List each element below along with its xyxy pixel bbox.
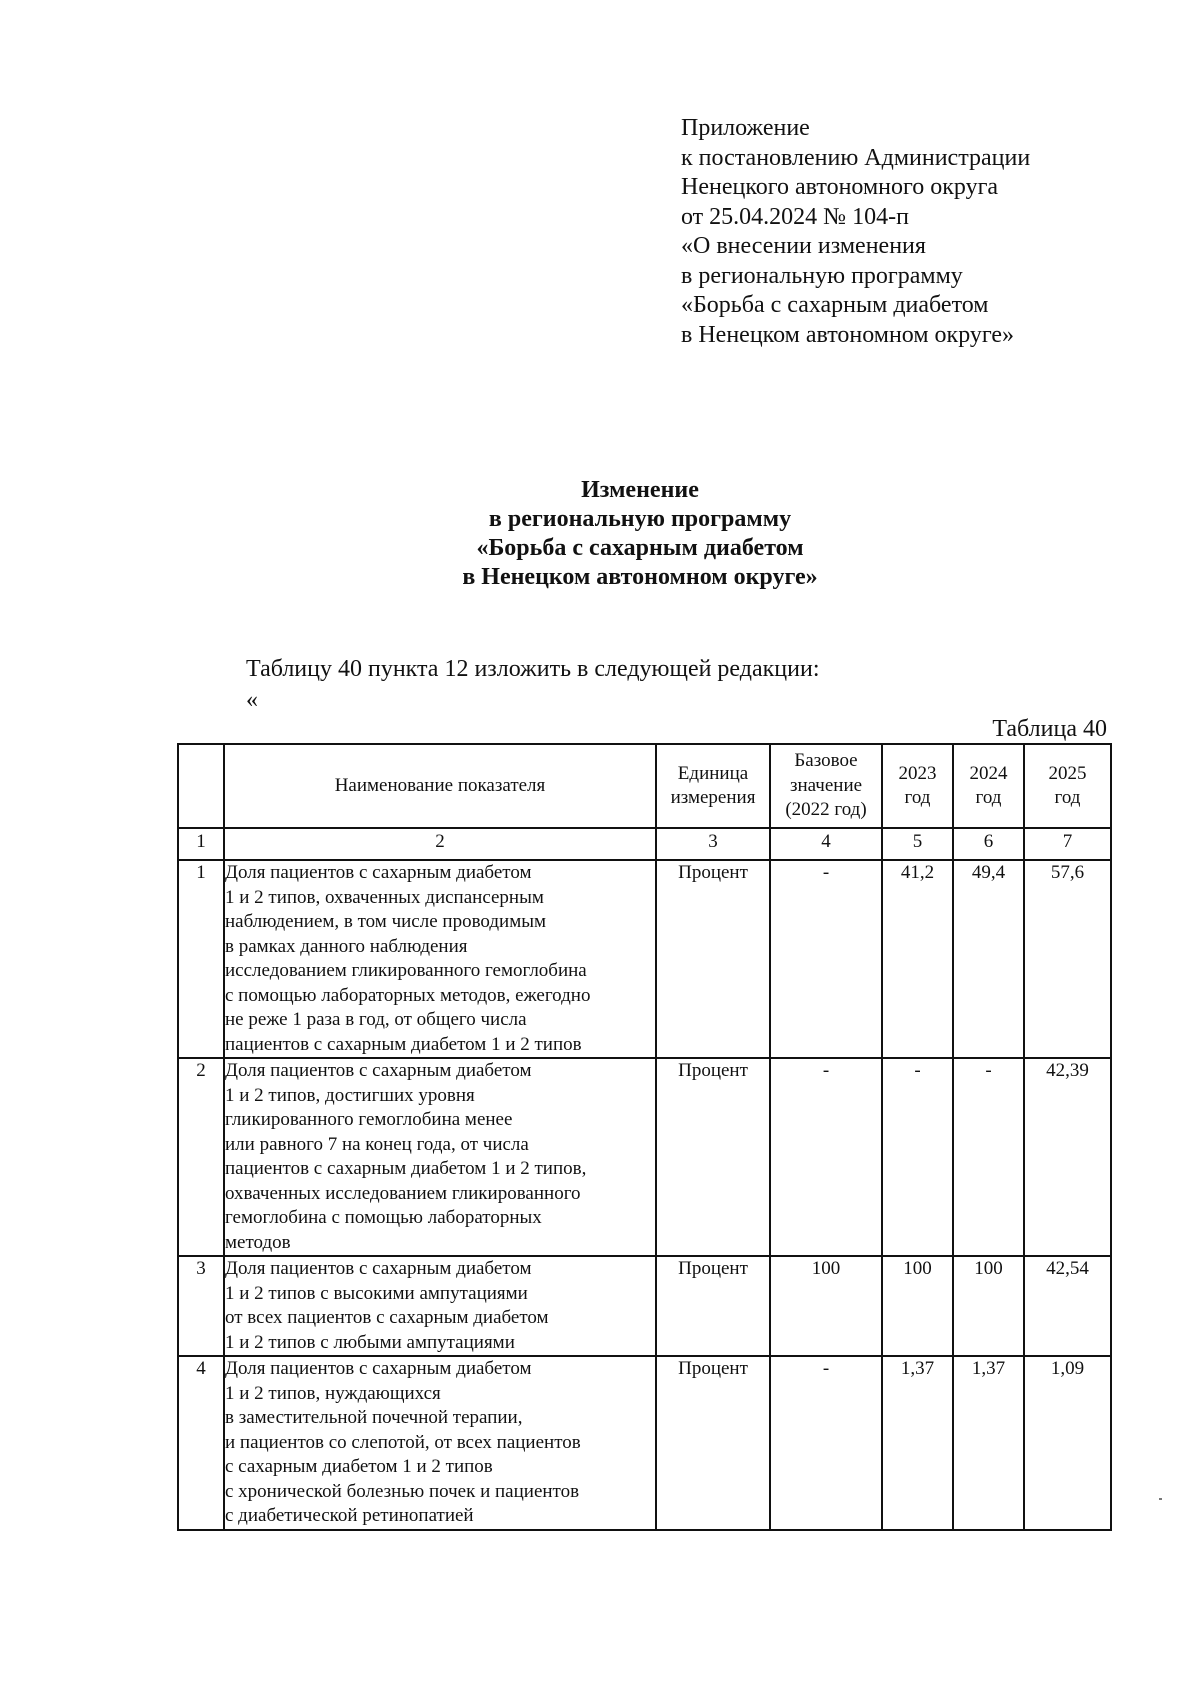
base-value-cell: - xyxy=(770,1058,882,1256)
column-number: 4 xyxy=(770,828,882,860)
title-line: Изменение xyxy=(581,477,699,503)
unit-cell: Процент xyxy=(656,1058,770,1256)
indicator-name-line: 1 и 2 типов, нуждающихся xyxy=(225,1382,441,1404)
unit-cell: Процент xyxy=(656,860,770,1058)
value-2025-cell: 42,54 xyxy=(1024,1256,1111,1356)
unit-cell: Процент xyxy=(656,1256,770,1356)
header-base-line: (2022 год) xyxy=(785,799,867,821)
column-number: 3 xyxy=(656,828,770,860)
appendix-line: в Ненецком автономном округе» xyxy=(681,321,1015,348)
table-header-row xyxy=(178,744,1111,828)
base-value-cell: - xyxy=(770,860,882,1058)
indicator-name-line: гемоглобина с помощью лабораторных xyxy=(225,1207,542,1228)
indicator-name-line: охваченных исследованием гликированного xyxy=(225,1182,581,1204)
table-caption: Таблица 40 xyxy=(992,716,1107,742)
value-2024-cell: - xyxy=(953,1058,1024,1256)
indicator-name xyxy=(224,1356,656,1530)
row-number: 1 xyxy=(178,860,224,1058)
appendix-line: «Борьба с сахарным диабетом xyxy=(681,292,989,318)
header-unit xyxy=(656,744,770,828)
header-year: 2025 xyxy=(1048,762,1087,784)
value-2023-cell: 41,2 xyxy=(882,860,953,1058)
header-year: 2024 xyxy=(969,762,1008,784)
indicator-name-line: Доля пациентов с сахарным диабетом xyxy=(225,862,532,883)
value-2025-cell: 1,09 xyxy=(1024,1356,1111,1530)
opening-quote: « xyxy=(246,687,258,713)
indicator-name-line: Доля пациентов с сахарным диабетом xyxy=(225,1060,532,1081)
value-2025-cell: 42,39 xyxy=(1024,1058,1111,1256)
value-2023-cell: 1,37 xyxy=(882,1356,953,1530)
value-2023-cell: 100 xyxy=(882,1256,953,1356)
header-2024 xyxy=(953,744,1024,828)
indicator-name xyxy=(224,860,656,1058)
indicator-name-line: методов xyxy=(225,1231,291,1253)
table-row xyxy=(178,1356,1111,1530)
table-row xyxy=(178,1256,1111,1356)
column-number-row xyxy=(178,828,1111,860)
indicator-name-line: от всех пациентов с сахарным диабетом xyxy=(225,1307,549,1328)
header-base xyxy=(770,744,882,828)
column-number: 1 xyxy=(178,828,224,860)
value-2024-cell: 1,37 xyxy=(953,1356,1024,1530)
header-year-label: год xyxy=(1054,787,1081,808)
indicator-name-line: или равного 7 на конец года, от числа xyxy=(225,1133,529,1155)
header-year-label: год xyxy=(975,787,1002,808)
intro-text: Таблицу 40 пункта 12 изложить в следующей редакции: xyxy=(246,656,820,682)
appendix-line: от 25.04.2024 № 104-п xyxy=(681,203,909,230)
indicator-name-line: гликированного гемоглобина менее xyxy=(225,1109,513,1130)
indicator-name-line: в заместительной почечной терапии, xyxy=(225,1407,523,1428)
indicator-name-line: пациентов с сахарным диабетом 1 и 2 типов xyxy=(225,1033,582,1055)
header-base-line: значение xyxy=(789,774,863,796)
indicator-name-line: Доля пациентов с сахарным диабетом xyxy=(225,1258,532,1279)
base-value-cell: 100 xyxy=(770,1256,882,1356)
value-2024-cell: 49,4 xyxy=(953,860,1024,1058)
header-year: 2023 xyxy=(898,762,937,784)
title-line: в региональную программу xyxy=(488,506,792,532)
indicator-name-line: в рамках данного наблюдения xyxy=(225,935,468,957)
document-title xyxy=(200,476,1080,592)
appendix-line: в региональную программу xyxy=(681,262,963,289)
header-year-label: год xyxy=(904,787,931,808)
base-value-cell: - xyxy=(770,1356,882,1530)
indicator-name-line: 1 и 2 типов с любыми ампутациями xyxy=(225,1331,515,1353)
value-2023-cell: - xyxy=(882,1058,953,1256)
title-line: в Ненецком автономном округе» xyxy=(462,564,818,590)
indicator-name-line: 1 и 2 типов, достигших уровня xyxy=(225,1084,475,1106)
indicator-name-line: не реже 1 раза в год, от общего числа xyxy=(225,1009,527,1030)
indicator-name-line: 1 и 2 типов с высокими ампутациями xyxy=(225,1282,528,1304)
indicator-name xyxy=(224,1256,656,1356)
column-number: 2 xyxy=(224,828,656,860)
indicators-table xyxy=(177,743,1112,1531)
table-row xyxy=(178,1058,1111,1256)
indicator-name-line: с помощью лабораторных методов, ежегодно xyxy=(225,984,591,1006)
appendix-line: «О внесении изменения xyxy=(681,233,926,259)
title-line: «Борьба с сахарным диабетом xyxy=(476,535,804,561)
appendix-line: Ненецкого автономного округа xyxy=(681,174,999,200)
indicator-name-line: исследованием гликированного гемоглобина xyxy=(225,960,587,981)
value-2025-cell: 57,6 xyxy=(1024,860,1111,1058)
unit-cell: Процент xyxy=(656,1356,770,1530)
column-number: 7 xyxy=(1024,828,1111,860)
appendix-line: Приложение xyxy=(681,115,810,141)
indicator-name xyxy=(224,1058,656,1256)
value-2024-cell: 100 xyxy=(953,1256,1024,1356)
row-number: 3 xyxy=(178,1256,224,1356)
header-name: Наименование показателя xyxy=(224,744,656,828)
header-unit-line: Единица xyxy=(677,762,749,784)
appendix-line: к постановлению Администрации xyxy=(681,144,1031,171)
header-2025 xyxy=(1024,744,1111,828)
appendix-header xyxy=(681,114,1161,350)
indicator-name-line: Доля пациентов с сахарным диабетом xyxy=(225,1358,532,1379)
header-2023 xyxy=(882,744,953,828)
column-number: 5 xyxy=(882,828,953,860)
row-number: 2 xyxy=(178,1058,224,1256)
header-unit-line: измерения xyxy=(670,787,756,808)
indicator-name-line: с хронической болезнью почек и пациентов xyxy=(225,1480,580,1502)
header-num xyxy=(178,744,224,828)
indicator-name-line: и пациентов со слепотой, от всех пациентов xyxy=(225,1431,581,1453)
indicator-name-line: пациентов с сахарным диабетом 1 и 2 типов, xyxy=(225,1158,587,1179)
scan-speck xyxy=(1159,1498,1162,1500)
row-number: 4 xyxy=(178,1356,224,1530)
indicator-name-line: с сахарным диабетом 1 и 2 типов xyxy=(225,1456,493,1477)
header-base-line: Базовое xyxy=(794,750,858,772)
indicator-name-line: с диабетической ретинопатией xyxy=(225,1505,474,1526)
indicator-name-line: 1 и 2 типов, охваченных диспансерным xyxy=(225,886,544,908)
table-row xyxy=(178,860,1111,1058)
column-number: 6 xyxy=(953,828,1024,860)
indicator-name-line: наблюдением, в том числе проводимым xyxy=(225,911,547,932)
